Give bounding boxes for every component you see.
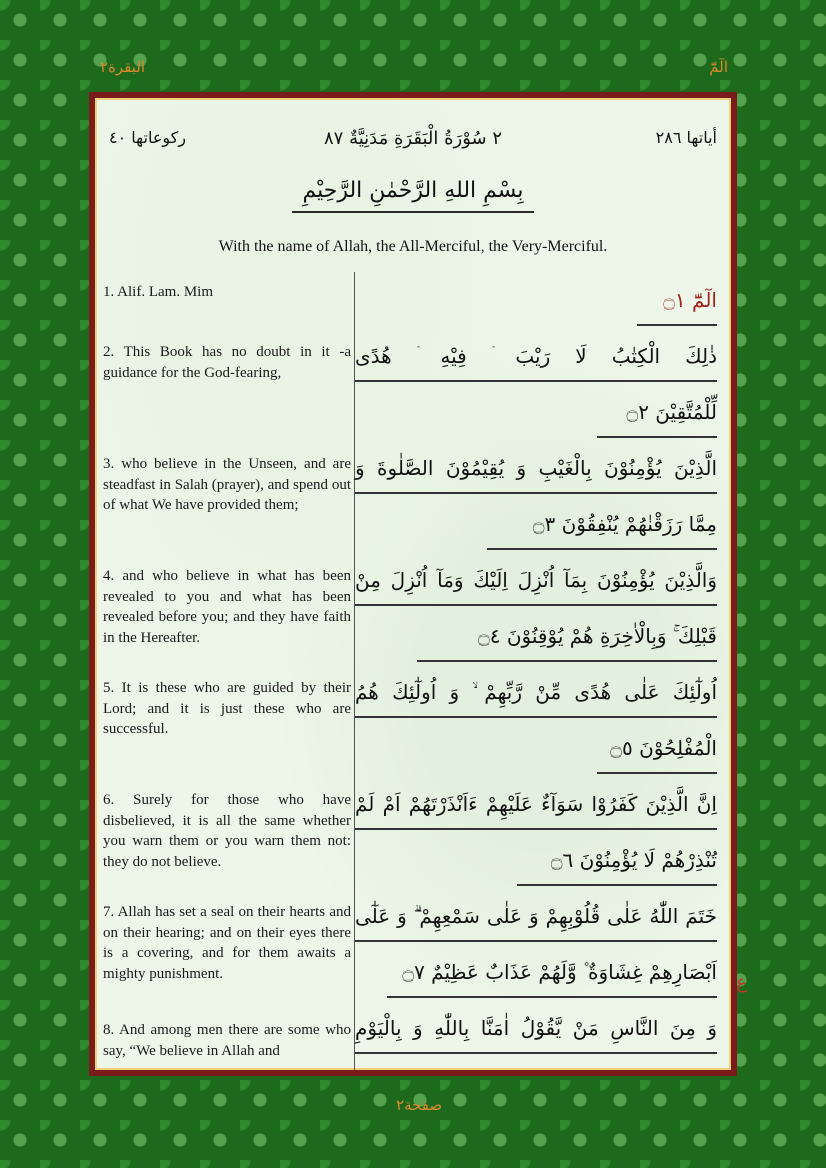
surah-title: ٢ سُوْرَةُ الْبَقَرَةِ مَدَنِيَّةٌ ٨٧: [324, 128, 502, 149]
arabic-line: الٓمّٓ ۝١: [637, 278, 717, 326]
arabic-line: الْمُفْلِحُوْنَ ۝٥: [597, 726, 717, 774]
arabic-line: ذٰلِكَ الْكِتٰبُ لَا رَيْبَ ۛ فِيْهِ ۛ هُدًى: [355, 334, 717, 382]
bismillah-arabic: بِسْمِ اللهِ الرَّحْمٰنِ الرَّحِيْمِ: [95, 178, 731, 203]
arabic-line: وَ مِنَ النَّاسِ مَنْ يَّقُوْلُ اٰمَنَّا بِاللّٰهِ وَ بِالْيَوْمِ: [355, 1006, 717, 1054]
arabic-line: الَّذِيْنَ يُؤْمِنُوْنَ بِالْغَيْبِ وَ يُقِيْمُوْنَ الصَّلٰوةَ وَ: [355, 446, 717, 494]
verse-3-translation: 3. who believe in the Unseen, and are steadfast in Salah (prayer), and spend out of what We have provided them;: [103, 456, 351, 513]
verse-5-translation: 5. It is these who are guided by their Lord; and it is just these who are successful.: [103, 680, 351, 737]
ayat-count: أياتها ٢٨٦: [655, 128, 717, 147]
frame-surah-label: البقرة٢: [100, 58, 146, 76]
frame-page-label: صفحة٢: [396, 1096, 443, 1114]
arabic-line: لِّلْمُتَّقِيْنَ ۝٢: [597, 390, 717, 438]
rukoo-marker: ع: [736, 972, 747, 993]
arabic-line: قَبْلِكَ ۚ وَبِالْاٰخِرَةِ هُمْ يُوْقِنُوْنَ ۝٤: [417, 614, 717, 662]
verse-6-translation: 6. Surely for those who have disbelieved, it is all the same whether you warn them or you warn them not: they do not believe.: [103, 792, 351, 870]
arabic-line: تُنْذِرْهُمْ لَا يُؤْمِنُوْنَ ۝٦: [517, 838, 717, 886]
frame-juz-label: الٓمّٓ: [709, 58, 728, 76]
arabic-line: اَبْصَارِهِمْ غِشَاوَةٌ ۫ وَّلَهُمْ عَذَابٌ عَظِيْمٌ ۝٧: [387, 950, 717, 998]
verse-7-translation: 7. Allah has set a seal on their hearts and on their hearing; and on their eyes there is a covering, and for them awaits a mighty punishment.: [103, 904, 351, 982]
arabic-line: مِمَّا رَزَقْنٰهُمْ يُنْفِقُوْنَ ۝٣: [487, 502, 717, 550]
arabic-line: اُولٰٓئِكَ عَلٰى هُدًى مِّنْ رَّبِّهِمْ ۙ وَ اُولٰٓئِكَ هُمُ: [355, 670, 717, 718]
bismillah-english: With the name of Allah, the All-Merciful, the Very-Merciful.: [218, 238, 608, 255]
arabic-line: اِنَّ الَّذِيْنَ كَفَرُوْا سَوَآءٌ عَلَيْهِمْ ءَاَنْذَرْتَهُمْ اَمْ لَمْ: [355, 782, 717, 830]
arabic-line: خَتَمَ اللّٰهُ عَلٰى قُلُوْبِهِمْ وَ عَلٰى سَمْعِهِمْ ۗ وَ عَلٰٓى: [355, 894, 717, 942]
verse-2-translation: 2. This Book has no doubt in it -a guidance for the God-fearing,: [103, 344, 351, 381]
rukus-count: ركوعاتها ٤٠: [109, 128, 187, 147]
verse-4-translation: 4. and who believe in what has been revealed to you and what has been revealed before you; and they have faith in the Hereafter.: [103, 568, 351, 646]
page-content: [89, 92, 747, 1076]
surah-header: [109, 128, 717, 152]
verse-1-translation: 1. Alif. Lam. Mim: [103, 284, 213, 300]
arabic-line: وَالَّذِيْنَ يُؤْمِنُوْنَ بِمَآ اُنْزِلَ اِلَيْكَ وَمَآ اُنْزِلَ مِنْ: [355, 558, 717, 606]
verse-8-translation: 8. And among men there are some who say, “We believe in Allah and: [103, 1022, 351, 1059]
